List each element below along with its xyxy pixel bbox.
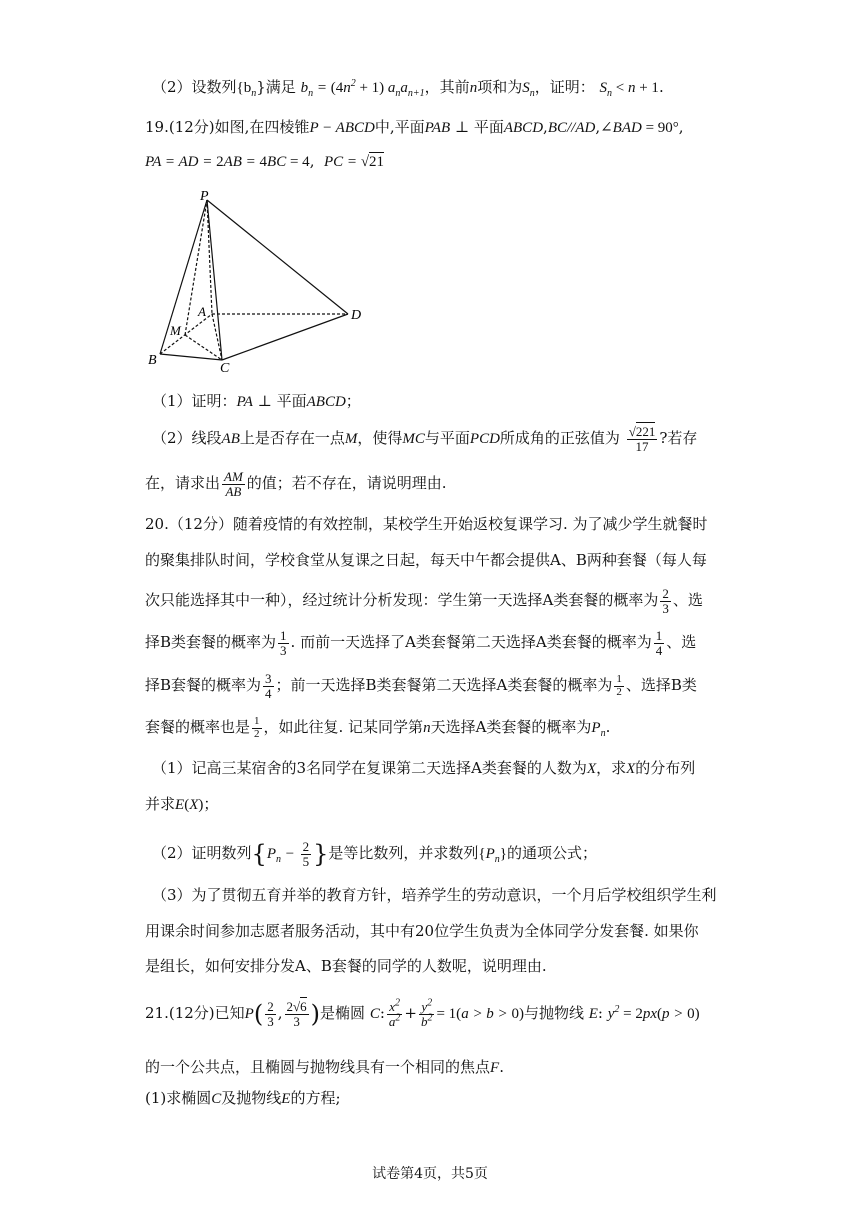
q20-part3-line1: （3）为了贯彻五育并举的教育方针，培养学生的劳动意识，一个月后学校组织学生利 xyxy=(152,886,717,904)
label-a: A xyxy=(198,304,206,319)
label-c: C xyxy=(220,361,230,373)
q21-part1: (1)求椭圆C及抛物线E的方程; xyxy=(145,1089,341,1107)
q20-line2: 的聚集排队时间，学校食堂从复课之日起，每天中午都会提供A、B两种套餐（每人每 xyxy=(145,551,707,569)
q21-line1: 21.(12分)已知P( $\frac{2}{3}$ , $\frac{2√6}{3}$ )是椭圆 C: $\frac{x^2}{a^2}$ + $\frac{y^2}{b^2}$ = 1(a > b > 0)与抛物线 E: $y^2 = 2px(p > 0)$ xyxy=(145,997,700,1029)
q20-line6: 套餐的概率也是 $\frac{1}{2}$ ，如此往复. 记某同学第n天选择A类套餐的概率为$P_n$. xyxy=(145,715,611,740)
q18-part2: （2）设数列$\{b_n\}$满足 $b_n = (4n^2 + 1)$ $a_na_{n+1}$，其前n项和为$S_n$，证明： $S_n < n + 1$. xyxy=(152,78,664,99)
q20-line3: 次只能选择其中一种），经过统计分析发现：学生第一天选择A类套餐的概率为 $\frac{2}{3}$ 、选 xyxy=(145,586,703,616)
q20-line1: 20.（12分）随着疫情的有效控制，某校学生开始返校复课学习. 为了减少学生就餐时 xyxy=(145,515,708,533)
page-footer: 试卷第4页，共5页 xyxy=(372,1166,488,1182)
label-b: B xyxy=(148,353,157,368)
label-p: P xyxy=(200,189,209,204)
q19-part1: （1）证明：PA ⊥ 平面ABCD； xyxy=(152,392,361,410)
q19-part2-line2: 在，请求出 $\frac{AM}{AB}$ 的值；若不存在，请说明理由. xyxy=(145,469,447,499)
q20-line4: 择B类套餐的概率为 $\frac{1}{3}$ . 而前一天选择了A类套餐第二天选择A类套餐的概率为 $\frac{1}{4}$ 、选 xyxy=(145,628,697,658)
q20-part1-line2: 并求E(X)； xyxy=(145,795,219,813)
label-d: D xyxy=(351,308,362,323)
pyramid-figure xyxy=(140,188,380,373)
label-m: M xyxy=(170,323,181,338)
q20-part3-line3: 是组长，如何安排分发A、B套餐的同学的人数呢，说明理由. xyxy=(145,957,547,975)
q19-part2-line1: （2）线段AB上是否存在一点M，使得MC与平面PCD所成角的正弦值为 $\frac{√221}{17}$ ?若存 xyxy=(152,424,698,454)
q20-part3-line2: 用课余时间参加志愿者服务活动，其中有20位学生负责为全体同学分发套餐. 如果你 xyxy=(145,922,699,940)
q19-stem-line1: 19.(12分)如图,在四棱锥P − ABCD中,平面PAB ⊥ 平面ABCD,BC//AD,∠BAD = 90°, xyxy=(145,118,684,136)
q20-line5: 择B套餐的概率为 $\frac{3}{4}$ ；前一天选择B类套餐第二天选择A类套餐的概率为 $\frac{1}{2}$ 、选择B类 xyxy=(145,671,697,701)
q20-part1-line1: （1）记高三某宿舍的3名同学在复课第二天选择A类套餐的人数为X，求X的分布列 xyxy=(152,759,696,777)
q19-stem-line2: PA = AD = 2AB = 4BC = 4, PC = √21 xyxy=(145,152,385,170)
formula: $b_n = (4n^2 + 1)$ $a_na_{n+1}$ xyxy=(300,78,425,99)
q21-line2: 的一个公共点，且椭圆与抛物线具有一个相同的焦点F. xyxy=(145,1058,504,1076)
q20-part2: （2）证明数列{$P_n$ − $\frac{2}{5}$ }是等比数列，并求数列$\{P_n\}$的通项公式； xyxy=(152,839,598,869)
